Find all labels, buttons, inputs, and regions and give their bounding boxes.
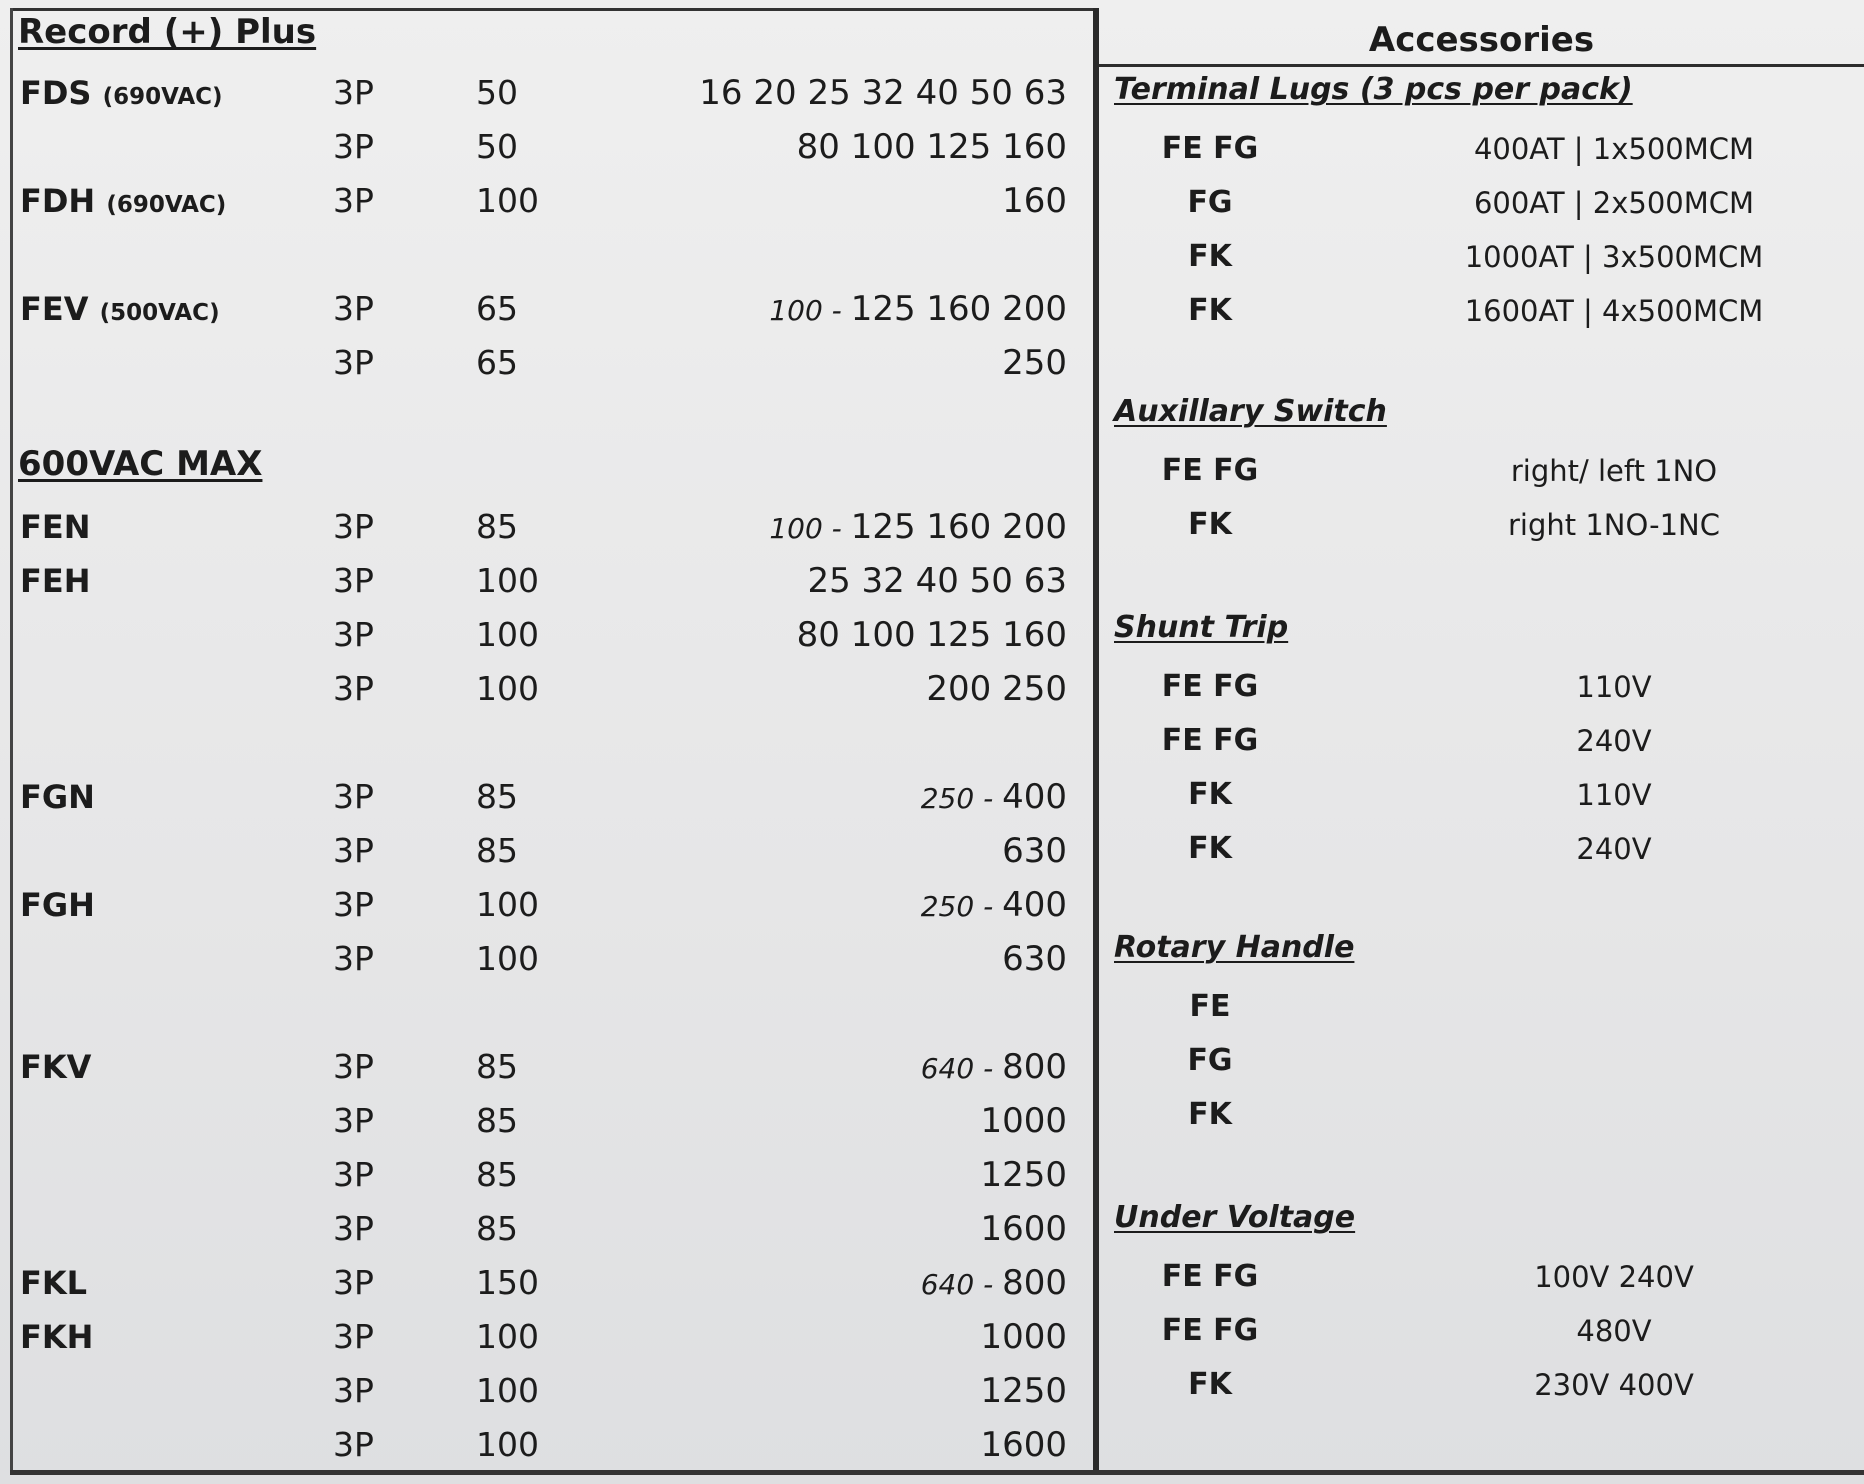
amps-values: 125 160 200 bbox=[850, 289, 1067, 329]
accessory-item bbox=[1099, 176, 1864, 230]
amps-values: 250 bbox=[1002, 343, 1067, 383]
poles-cell: 3P bbox=[333, 507, 374, 546]
amps-cell bbox=[1002, 174, 1067, 230]
amps-values: 25 32 40 50 63 bbox=[807, 561, 1067, 601]
accessory-spec: 1600AT | 4x500MCM bbox=[1464, 294, 1764, 328]
table-row bbox=[0, 1094, 1093, 1148]
kaic-cell: 85 bbox=[476, 1047, 518, 1086]
amps-range-start: 100 - bbox=[769, 294, 851, 327]
accessory-item bbox=[1099, 284, 1864, 338]
table-row bbox=[0, 336, 1093, 390]
model-cell bbox=[20, 1310, 93, 1364]
model-name: FKH bbox=[20, 1318, 94, 1356]
accessory-spec: 100V 240V bbox=[1534, 1260, 1694, 1294]
poles-cell: 3P bbox=[333, 289, 374, 328]
model-cell bbox=[20, 770, 95, 824]
accessory-model: FK bbox=[1188, 293, 1232, 328]
amps-values: 1000 bbox=[980, 1101, 1067, 1141]
accessory-item bbox=[1099, 1358, 1864, 1412]
model-name: FGN bbox=[20, 778, 95, 816]
section-title-record-plus: Record (+) Plus bbox=[18, 12, 317, 52]
amps-cell bbox=[921, 1256, 1067, 1312]
accessory-spec: 240V bbox=[1576, 724, 1652, 758]
accessory-model: FK bbox=[1188, 507, 1232, 542]
kaic-cell: 100 bbox=[476, 1317, 539, 1356]
amps-values: 800 bbox=[1002, 1263, 1067, 1303]
accessory-model: FK bbox=[1188, 239, 1232, 274]
amps-cell bbox=[980, 1148, 1067, 1204]
accessory-item bbox=[1099, 1034, 1864, 1088]
amps-values: 1600 bbox=[980, 1425, 1067, 1465]
model-cell bbox=[20, 878, 95, 932]
accessory-model: FK bbox=[1188, 1367, 1232, 1402]
kaic-cell: 85 bbox=[476, 1155, 518, 1194]
model-name: FGH bbox=[20, 886, 95, 924]
table-row bbox=[0, 1256, 1093, 1310]
amps-cell bbox=[1002, 336, 1067, 392]
model-voltage: (690VAC) bbox=[102, 84, 223, 110]
model-cell bbox=[20, 554, 91, 608]
accessory-item bbox=[1099, 980, 1864, 1034]
table-row bbox=[0, 1202, 1093, 1256]
table-row bbox=[0, 1364, 1093, 1418]
model-cell bbox=[20, 174, 226, 228]
accessory-spec: 600AT | 2x500MCM bbox=[1473, 186, 1755, 220]
poles-cell: 3P bbox=[333, 1371, 374, 1410]
kaic-cell: 85 bbox=[476, 507, 518, 546]
amps-range-start: 250 - bbox=[920, 890, 1003, 923]
accessory-item bbox=[1099, 230, 1864, 284]
poles-cell: 3P bbox=[333, 1209, 374, 1248]
kaic-cell: 100 bbox=[476, 615, 539, 654]
poles-cell: 3P bbox=[333, 343, 374, 382]
accessory-item bbox=[1099, 122, 1864, 176]
table-row bbox=[0, 554, 1093, 608]
accessory-section-title: Auxillary Switch bbox=[1114, 394, 1387, 429]
accessory-model: FE FG bbox=[1161, 1259, 1259, 1294]
amps-cell bbox=[980, 1418, 1067, 1474]
accessory-spec: 110V bbox=[1576, 778, 1652, 812]
accessory-spec: 1000AT | 3x500MCM bbox=[1464, 240, 1764, 274]
table-row bbox=[0, 282, 1093, 336]
accessory-model: FE FG bbox=[1161, 723, 1259, 758]
table-row bbox=[0, 66, 1093, 120]
accessory-spec: 400AT | 1x500MCM bbox=[1473, 132, 1755, 166]
accessory-model: FE bbox=[1189, 989, 1231, 1024]
accessory-model: FE FG bbox=[1161, 1313, 1259, 1348]
poles-cell: 3P bbox=[333, 1317, 374, 1356]
model-voltage: (500VAC) bbox=[99, 300, 220, 326]
accessory-model: FE FG bbox=[1161, 131, 1259, 166]
accessory-spec: 480V bbox=[1576, 1314, 1652, 1348]
table-row bbox=[0, 500, 1093, 554]
accessory-model: FK bbox=[1188, 777, 1232, 812]
accessory-item bbox=[1099, 768, 1864, 822]
poles-cell: 3P bbox=[333, 1047, 374, 1086]
model-name: FEH bbox=[20, 562, 91, 600]
accessory-model: FK bbox=[1188, 1097, 1232, 1132]
amps-cell bbox=[926, 662, 1067, 718]
poles-cell: 3P bbox=[333, 831, 374, 870]
amps-values: 1250 bbox=[980, 1371, 1067, 1411]
amps-values: 400 bbox=[1002, 777, 1067, 817]
accessory-spec: right 1NO-1NC bbox=[1508, 508, 1720, 542]
amps-values: 160 bbox=[1002, 181, 1067, 221]
kaic-cell: 100 bbox=[476, 561, 539, 600]
accessory-item bbox=[1099, 660, 1864, 714]
poles-cell: 3P bbox=[333, 1263, 374, 1302]
amps-values: 80 100 125 160 bbox=[796, 127, 1067, 167]
accessories-title: Accessories bbox=[1368, 20, 1595, 60]
amps-cell bbox=[980, 1310, 1067, 1366]
table-row bbox=[0, 878, 1093, 932]
accessory-item bbox=[1099, 498, 1864, 552]
table-row bbox=[0, 1040, 1093, 1094]
kaic-cell: 100 bbox=[476, 669, 539, 708]
amps-cell bbox=[1002, 824, 1067, 880]
model-name: FKV bbox=[20, 1048, 92, 1086]
table-row bbox=[0, 770, 1093, 824]
accessory-spec: 240V bbox=[1576, 832, 1652, 866]
model-name: FDH bbox=[20, 182, 96, 220]
amps-values: 1250 bbox=[980, 1155, 1067, 1195]
amps-cell bbox=[769, 282, 1067, 338]
accessory-model: FG bbox=[1187, 185, 1233, 220]
kaic-cell: 100 bbox=[476, 885, 539, 924]
amps-cell bbox=[980, 1364, 1067, 1420]
poles-cell: 3P bbox=[333, 939, 374, 978]
amps-range-start: 640 - bbox=[920, 1052, 1003, 1085]
amps-cell bbox=[921, 770, 1067, 826]
table-row bbox=[0, 174, 1093, 228]
poles-cell: 3P bbox=[333, 127, 374, 166]
amps-cell bbox=[921, 1040, 1067, 1096]
amps-values: 1600 bbox=[980, 1209, 1067, 1249]
accessory-item bbox=[1099, 1250, 1864, 1304]
model-cell bbox=[20, 1256, 87, 1310]
amps-cell bbox=[980, 1094, 1067, 1150]
table-row bbox=[0, 1148, 1093, 1202]
model-cell bbox=[20, 282, 220, 336]
kaic-cell: 100 bbox=[476, 1425, 539, 1464]
model-cell bbox=[20, 66, 223, 120]
accessory-item bbox=[1099, 444, 1864, 498]
kaic-cell: 65 bbox=[476, 289, 518, 328]
amps-cell bbox=[769, 500, 1067, 556]
amps-cell bbox=[797, 608, 1067, 664]
section-title-600vac-max: 600VAC MAX bbox=[18, 444, 263, 484]
accessory-model: FE FG bbox=[1161, 669, 1259, 704]
amps-values: 630 bbox=[1002, 831, 1067, 871]
accessory-item bbox=[1099, 1304, 1864, 1358]
amps-values: 630 bbox=[1002, 939, 1067, 979]
amps-values: 400 bbox=[1002, 885, 1067, 925]
poles-cell: 3P bbox=[333, 669, 374, 708]
table-row bbox=[0, 824, 1093, 878]
poles-cell: 3P bbox=[333, 73, 374, 112]
kaic-cell: 150 bbox=[476, 1263, 539, 1302]
amps-cell bbox=[980, 1202, 1067, 1258]
kaic-cell: 85 bbox=[476, 1101, 518, 1140]
poles-cell: 3P bbox=[333, 1155, 374, 1194]
table-border-top bbox=[10, 8, 1099, 11]
model-name: FEV bbox=[20, 290, 89, 328]
accessory-section-title: Shunt Trip bbox=[1114, 610, 1289, 645]
amps-values: 16 20 25 32 40 50 63 bbox=[699, 73, 1067, 113]
amps-range-start: 640 - bbox=[920, 1268, 1003, 1301]
table-row bbox=[0, 932, 1093, 986]
table-row bbox=[0, 1310, 1093, 1364]
accessory-model: FK bbox=[1188, 831, 1232, 866]
accessory-spec: 110V bbox=[1576, 670, 1652, 704]
amps-cell bbox=[1002, 932, 1067, 988]
kaic-cell: 50 bbox=[476, 73, 518, 112]
kaic-cell: 100 bbox=[476, 1371, 539, 1410]
amps-values: 125 160 200 bbox=[850, 507, 1067, 547]
model-cell bbox=[20, 1040, 91, 1094]
kaic-cell: 100 bbox=[476, 181, 539, 220]
table-row bbox=[0, 120, 1093, 174]
accessory-item bbox=[1099, 822, 1864, 876]
accessory-section-title: Rotary Handle bbox=[1114, 930, 1355, 965]
kaic-cell: 50 bbox=[476, 127, 518, 166]
model-name: FKL bbox=[20, 1264, 88, 1302]
kaic-cell: 65 bbox=[476, 343, 518, 382]
poles-cell: 3P bbox=[333, 181, 374, 220]
kaic-cell: 100 bbox=[476, 939, 539, 978]
accessory-section-title: Terminal Lugs (3 pcs per pack) bbox=[1114, 72, 1633, 107]
poles-cell: 3P bbox=[333, 561, 374, 600]
poles-cell: 3P bbox=[333, 885, 374, 924]
accessory-model: FE FG bbox=[1161, 453, 1259, 488]
table-row bbox=[0, 662, 1093, 716]
amps-range-start: 250 - bbox=[920, 782, 1003, 815]
kaic-cell: 85 bbox=[476, 1209, 518, 1248]
model-voltage: (690VAC) bbox=[106, 192, 227, 218]
poles-cell: 3P bbox=[333, 615, 374, 654]
accessory-spec: right/ left 1NO bbox=[1510, 454, 1718, 488]
accessory-spec: 230V 400V bbox=[1534, 1368, 1694, 1402]
amps-cell bbox=[797, 120, 1067, 176]
amps-range-start: 100 - bbox=[769, 512, 851, 545]
model-name: FEN bbox=[20, 508, 91, 546]
amps-values: 800 bbox=[1002, 1047, 1067, 1087]
amps-values: 1000 bbox=[980, 1317, 1067, 1357]
amps-cell bbox=[921, 878, 1067, 934]
model-name: FDS bbox=[20, 74, 92, 112]
kaic-cell: 85 bbox=[476, 777, 518, 816]
kaic-cell: 85 bbox=[476, 831, 518, 870]
poles-cell: 3P bbox=[333, 1101, 374, 1140]
accessory-section-title: Under Voltage bbox=[1114, 1200, 1356, 1235]
amps-values: 80 100 125 160 bbox=[796, 615, 1067, 655]
amps-cell bbox=[807, 554, 1067, 610]
poles-cell: 3P bbox=[333, 1425, 374, 1464]
table-row bbox=[0, 608, 1093, 662]
accessory-item bbox=[1099, 1088, 1864, 1142]
accessory-model: FG bbox=[1187, 1043, 1233, 1078]
amps-cell bbox=[699, 66, 1067, 122]
amps-values: 200 250 bbox=[926, 669, 1067, 709]
model-cell bbox=[20, 500, 91, 554]
accessory-item bbox=[1099, 714, 1864, 768]
poles-cell: 3P bbox=[333, 777, 374, 816]
table-row bbox=[0, 1418, 1093, 1472]
